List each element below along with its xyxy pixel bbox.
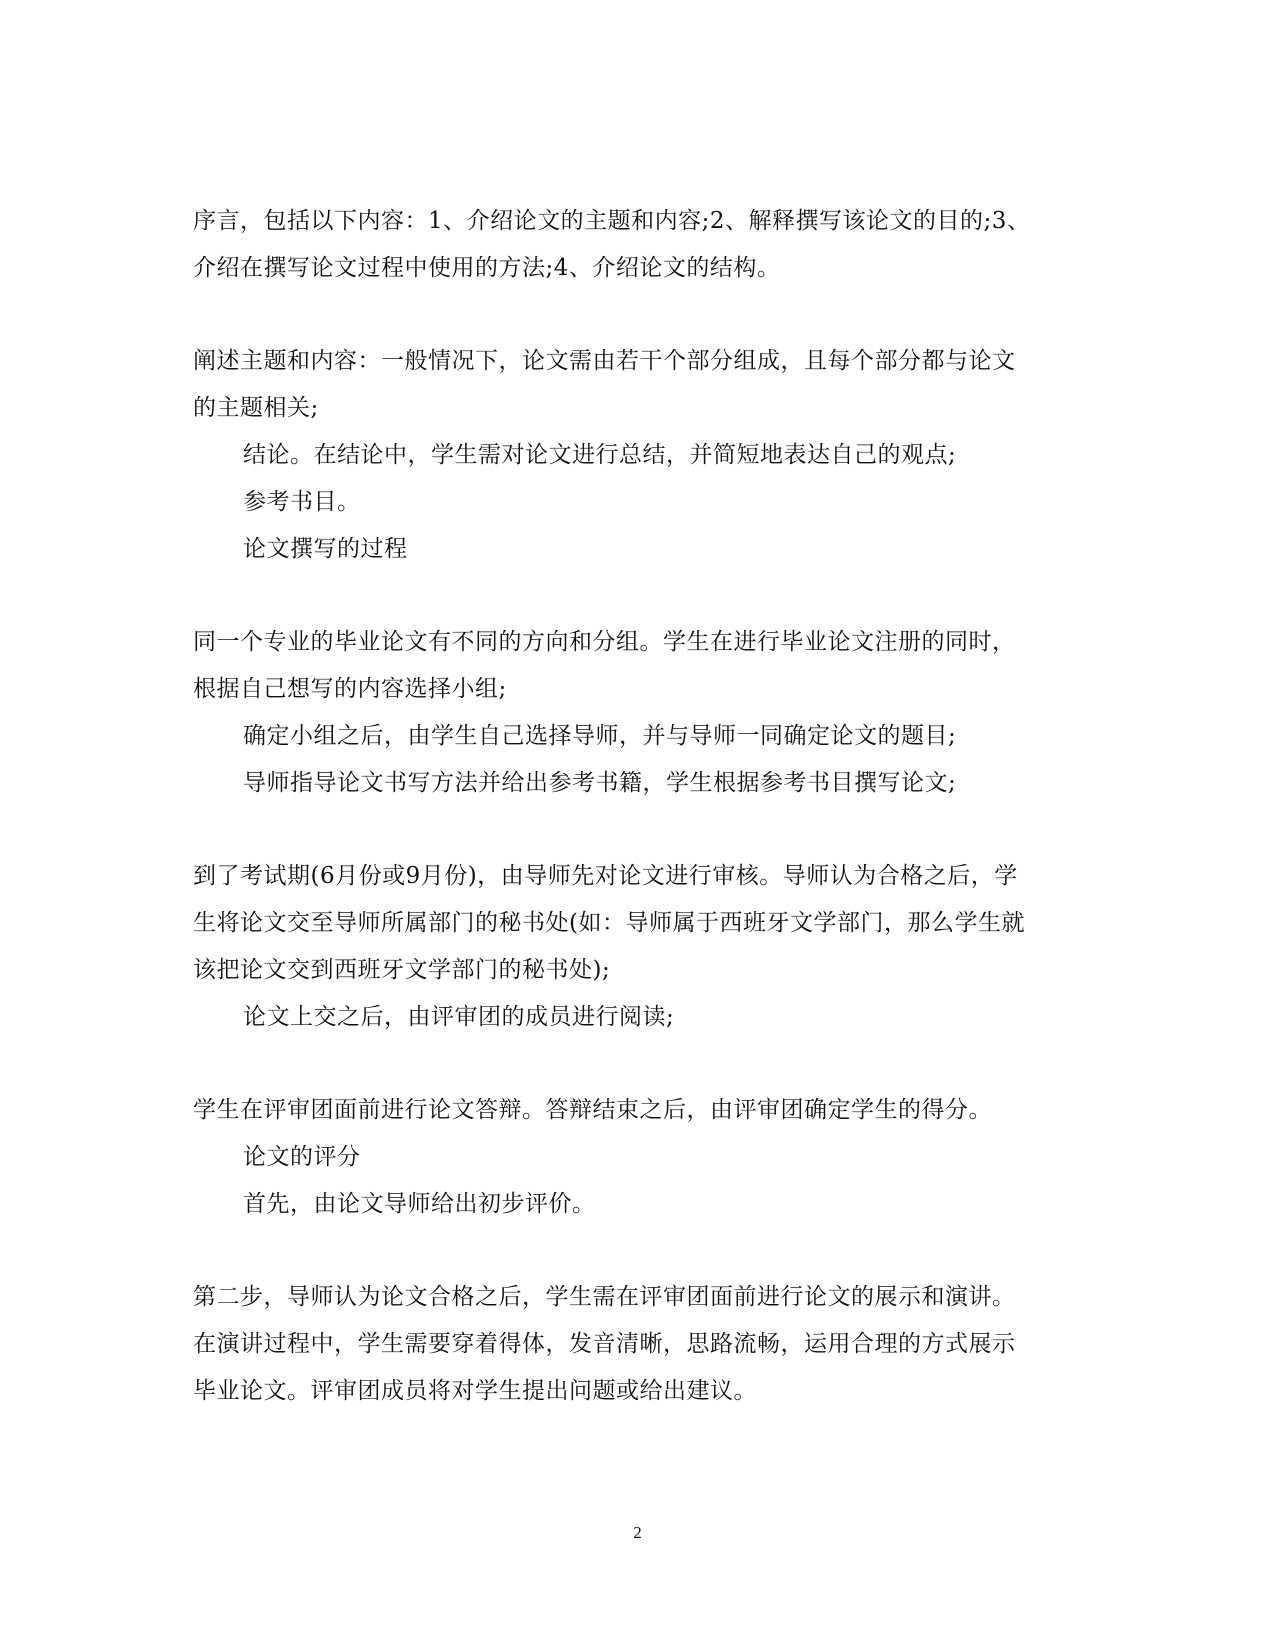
text-line: 首先，由论文导师给出初步评价。 (243, 1191, 596, 1217)
text-line: 毕业论文。评审团成员将对学生提出问题或给出建议。 (193, 1378, 757, 1404)
text-line: 序言，包括以下内容：1、介绍论文的主题和内容;2、解释撰写该论文的目的;3、 (193, 208, 1031, 234)
text-line: 生将论文交至导师所属部门的秘书处(如：导师属于西班牙文学部门，那么学生就 (193, 910, 1025, 936)
text-line: 结论。在结论中，学生需对论文进行总结，并简短地表达自己的观点; (243, 442, 957, 468)
text-line: 第二步，导师认为论文合格之后，学生需在评审团面前进行论文的展示和演讲。 (193, 1284, 1016, 1310)
text-line: 该把论文交到西班牙文学部门的秘书处); (193, 957, 611, 983)
section-heading: 论文的评分 (243, 1144, 361, 1170)
text-line: 到了考试期(6月份或9月份)，由导师先对论文进行审核。导师认为合格之后，学 (193, 863, 1018, 889)
text-line: 论文上交之后，由评审团的成员进行阅读; (243, 1004, 675, 1030)
text-line: 介绍在撰写论文过程中使用的方法;4、介绍论文的结构。 (193, 255, 781, 281)
text-line: 导师指导论文书写方法并给出参考书籍，学生根据参考书目撰写论文; (243, 770, 957, 796)
text-line: 的主题相关; (193, 395, 319, 421)
text-line: 同一个专业的毕业论文有不同的方向和分组。学生在进行毕业论文注册的同时， (193, 629, 1016, 655)
text-line: 确定小组之后，由学生自己选择导师，并与导师一同确定论文的题目; (243, 723, 957, 749)
page-number: 2 (633, 1523, 642, 1542)
text-line: 阐述主题和内容：一般情况下，论文需由若干个部分组成，且每个部分都与论文 (193, 348, 1016, 374)
text-line: 在演讲过程中，学生需要穿着得体，发音清晰，思路流畅，运用合理的方式展示 (193, 1331, 1016, 1357)
text-line: 学生在评审团面前进行论文答辩。答辩结束之后，由评审团确定学生的得分。 (193, 1097, 992, 1123)
text-line: 参考书目。 (243, 489, 361, 515)
text-line: 根据自己想写的内容选择小组; (193, 676, 507, 702)
section-heading: 论文撰写的过程 (243, 536, 408, 562)
